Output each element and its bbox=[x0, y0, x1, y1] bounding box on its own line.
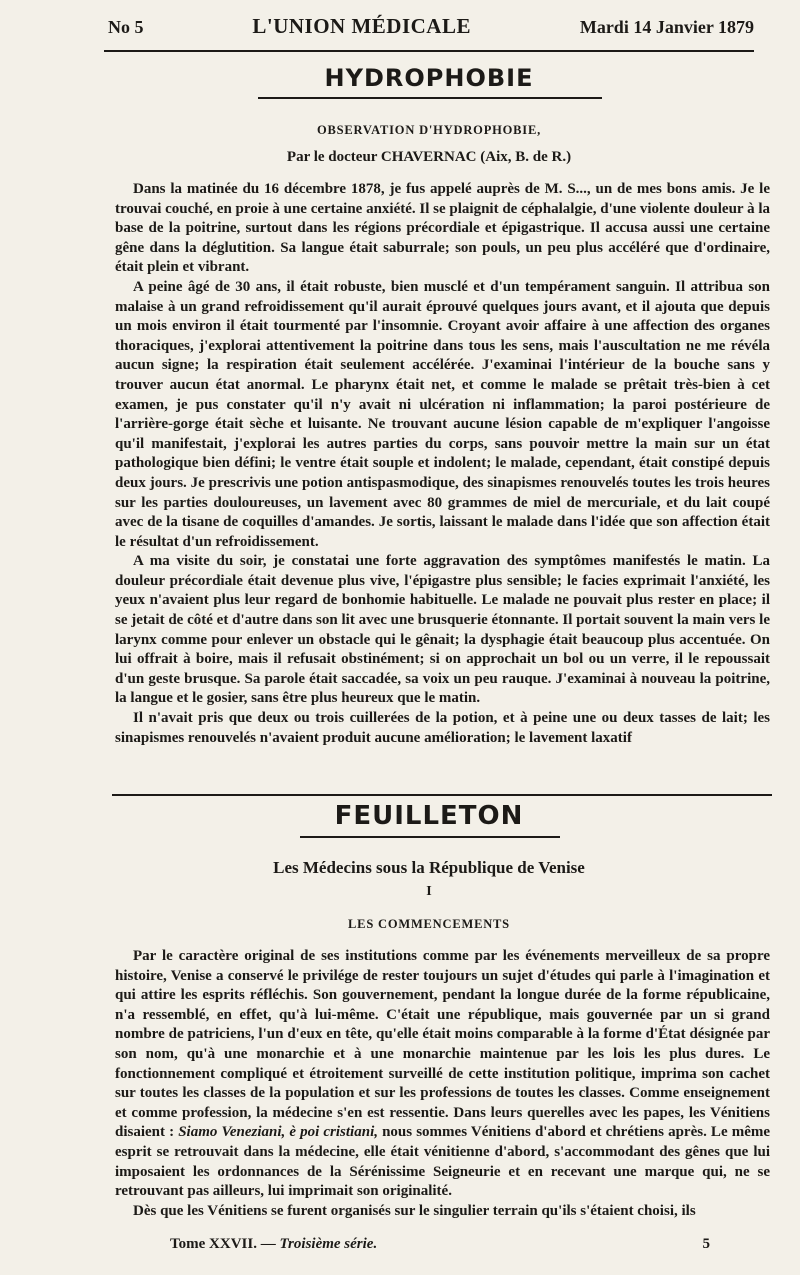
feuilleton-quote: Siamo Veneziani, è poi cristiani, bbox=[178, 1124, 378, 1141]
feuilleton-body bbox=[115, 947, 770, 1221]
issue-number: No 5 bbox=[108, 17, 144, 37]
article-section-title: HYDROPHOBIE bbox=[324, 64, 534, 92]
masthead bbox=[108, 14, 754, 39]
journal-title: L'UNION MÉDICALE bbox=[252, 14, 471, 38]
volume-label: Tome XXVII. bbox=[170, 1236, 257, 1252]
feuilleton-rule bbox=[112, 794, 772, 796]
article-paragraph: Dans la matinée du 16 décembre 1878, je fus appelé auprès de M. S..., un de mes bons amis. Je le trouvai couché, en proie à une certaine anxiété. Il se plaignit de céphalalgie, d'une violente douleur à la base de la poitrine, surtout dans les régions précordiale et épigastrique. Il accusa aussi une certaine gêne dans la déglutition. Sa langue était saburrale; son pouls, un peu plus accéléré que d'ordinaire, était plein et vibrant. bbox=[115, 181, 770, 276]
footer-volume bbox=[170, 1236, 377, 1253]
article-subtitle: OBSERVATION D'HYDROPHOBIE, bbox=[316, 123, 542, 137]
article-paragraph: A ma visite du soir, je constatai une forte aggravation des symptômes manifestés le matin. La douleur précordiale était devenue plus vive, l'épigastre plus sensible; le facies exprimait l'anxiété, les yeux n'avaient plus leur regard de bonhomie habituelle. Le malade ne pouvait plus rester en place; il se jetait de côté et d'autre dans son lit avec une brusquerie étonnante. Il portait souvent la main vers le larynx comme pour enlever un obstacle qui le gênait; la dysphagie était beaucoup plus accentuée. On lui offrait à boire, mais il refusait obstinément; si on approchait un bol ou un verre, il le repoussait d'un geste brusque. Sa parole était saccadée, sa voix un peu rauque. J'examinai à nouveau la poitrine, la langue et le gosier, sans être plus heureux que le matin. bbox=[115, 553, 770, 707]
feuilleton-title: FEUILLETON bbox=[334, 801, 524, 831]
series-label: Troisième série. bbox=[279, 1236, 378, 1252]
feuilleton-paragraph bbox=[115, 947, 770, 1202]
feuilleton-paragraph-text: Par le caractère original de ses institutions comme par les événements merveilleux de sa propre histoire, Venise a conservé le privilége de rester toujours un sujet d'études qui parle à l'imagination et qui attire les esprits réfléchis. Son gouvernement, pendant la longue durée de la forme républicaine, n'a ressemblé, en effet, qu'à lui-même. C'était une république, mais gouvernée par un si grand nombre de patriciens, l'un d'eux en tête, qu'elle était moins comparable à la forme d'État désignée par son nom, qu'à une monarchie et à une monarchie maintenue par les lois les plus dures. Le fonctionnement compliqué et étroitement surveillé de cette institution politique, imprima son cachet sur toutes les classes de la population et sur les professions de toutes les classes. Comme enseignement et comme profession, la médecine s'en est ressentie. Dans leurs querelles avec les papes, les Vénitiens disaient : bbox=[115, 948, 770, 1141]
feuilleton-paragraph-continuation: nous sommes Vénitiens d'abord et chrétiens après. Le même esprit se retrouvait dans la médecine, elle était vénitienne d'abord, s'accommodant des gênes que lui imposaient les ordonnances de la Sérénissime Seigneurie et en recevant une marque qui, ne se retrouvant pas ailleurs, lui imprimait son originalité. bbox=[115, 1124, 771, 1200]
issue-date: Mardi 14 Janvier 1879 bbox=[579, 17, 754, 37]
feuilleton-chapter-title: LES COMMENCEMENTS bbox=[348, 917, 510, 931]
feuilleton-title-rule bbox=[300, 836, 560, 838]
footer-dash: — bbox=[260, 1236, 276, 1252]
page-number: 5 bbox=[702, 1236, 710, 1252]
feuilleton-subtitle: Les Médecins sous la République de Venise bbox=[273, 858, 585, 877]
page-footer bbox=[170, 1236, 710, 1253]
feuilleton-paragraph: Dès que les Vénitiens se furent organisés sur le singulier terrain qu'ils s'étaient choisi, ils bbox=[133, 1202, 696, 1219]
article-paragraph: A peine âgé de 30 ans, il était robuste, bien musclé et d'un tempérament sanguin. Il attribua son malaise à un grand refroidissement qu'il aurait éprouvé quelques jours avant, et il ajouta que depuis un mois environ il était tourmenté par l'insomnie. Croyant avoir affaire à une affection des organes thoraciques, j'explorai attentivement la poitrine dans tous les sens, mais l'auscultation ne me révéla aucun signe; la respiration était seulement accélérée. J'examinai l'intérieur de la bouche sans y trouver aucun état anormal. Le pharynx était net, et comme le malade se prêtait très-bien à cet examen, je pus constater qu'il n'y avait ni ulcération ni inflammation; la paroi postérieure de l'arrière-gorge était sèche et luisante. Ne trouvant aucune lésion capable de m'expliquer l'angoisse qu'il manifestait, j'explorai les autres parties du corps, sans pouvoir mettre la main sur un état pathologique bien défini; le ventre était souple et indolent; le malade, cependant, était constipé depuis deux jours. Je prescrivis une potion antispasmodique, des sinapismes renouvelés toutes les trois heures sur les parties douloureuses, un lavement avec 80 grammes de miel de mercuriale, et du lait coupé avec de la tisane de coquilles d'amandes. Je sortis, laissant le malade dans l'idée que son affection était le résultat d'un refroidissement. bbox=[115, 278, 770, 550]
feuilleton-chapter: I bbox=[426, 884, 432, 899]
article-body bbox=[115, 180, 770, 748]
article-byline: Par le docteur CHAVERNAC (Aix, B. de R.) bbox=[286, 149, 572, 165]
article-title-rule bbox=[258, 97, 602, 99]
masthead-rule bbox=[104, 50, 754, 52]
article-paragraph: Il n'avait pris que deux ou trois cuillerées de la potion, et à peine une ou deux tasses de lait; les sinapismes renouvelés n'avaient produit aucune amélioration; le lavement laxatif bbox=[115, 710, 770, 746]
